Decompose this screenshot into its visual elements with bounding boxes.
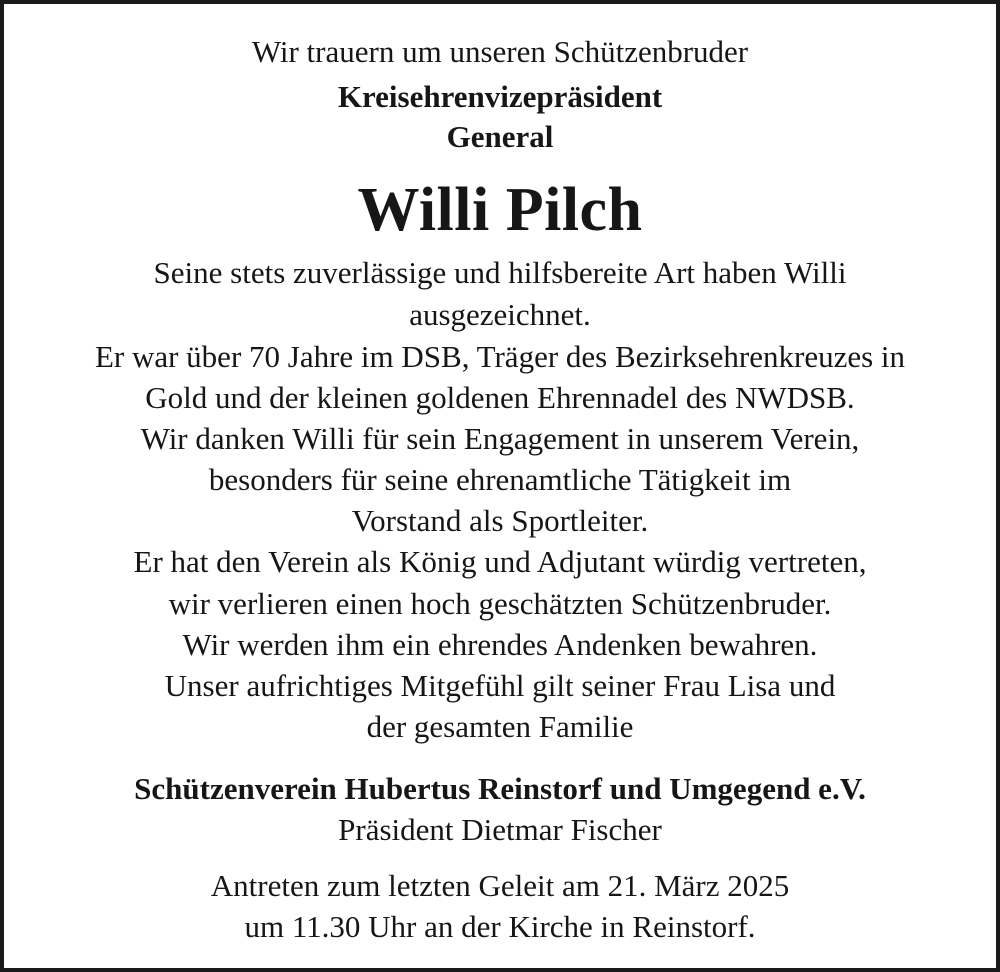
intro-line: Wir trauern um unseren Schützenbruder <box>251 34 749 69</box>
body-line: Er war über 70 Jahre im DSB, Träger des Bezirksehrenkreuzes in <box>94 339 906 374</box>
club-president: Präsident Dietmar Fischer <box>338 812 662 847</box>
funeral-info-line: um 11.30 Uhr an der Kirche in Reinstorf. <box>244 909 756 944</box>
body-line: Wir werden ihm ein ehrendes Andenken bewahren. <box>182 627 818 662</box>
body-line: Er hat den Verein als König und Adjutant würdig vertreten, <box>133 544 867 579</box>
body-line: Vorstand als Sportleiter. <box>351 503 649 538</box>
body-line: ausgezeichnet. <box>409 297 591 332</box>
deceased-name: Willi Pilch <box>357 176 643 244</box>
body-line: der gesamten Familie <box>366 709 634 744</box>
body-line: Seine stets zuverlässige und hilfsbereite Art haben Willi <box>153 255 847 290</box>
body-line: Unser aufrichtiges Mitgefühl gilt seiner Frau Lisa und <box>164 668 836 703</box>
body-line: Gold und der kleinen goldenen Ehrennadel des NWDSB. <box>145 380 855 415</box>
club-name: Schützenverein Hubertus Reinstorf und Umgegend e.V. <box>134 771 866 806</box>
body-line: wir verlieren einen hoch geschätzten Schützenbruder. <box>168 586 832 621</box>
funeral-info-line: Antreten zum letzten Geleit am 21. März 2025 <box>210 868 790 903</box>
honorary-title-line: Kreisehrenvizepräsident <box>337 79 663 114</box>
rank-title-line: General <box>446 119 554 154</box>
body-line: besonders für seine ehrenamtliche Tätigkeit im <box>208 462 792 497</box>
body-line: Wir danken Willi für sein Engagement in unserem Verein, <box>140 421 860 456</box>
